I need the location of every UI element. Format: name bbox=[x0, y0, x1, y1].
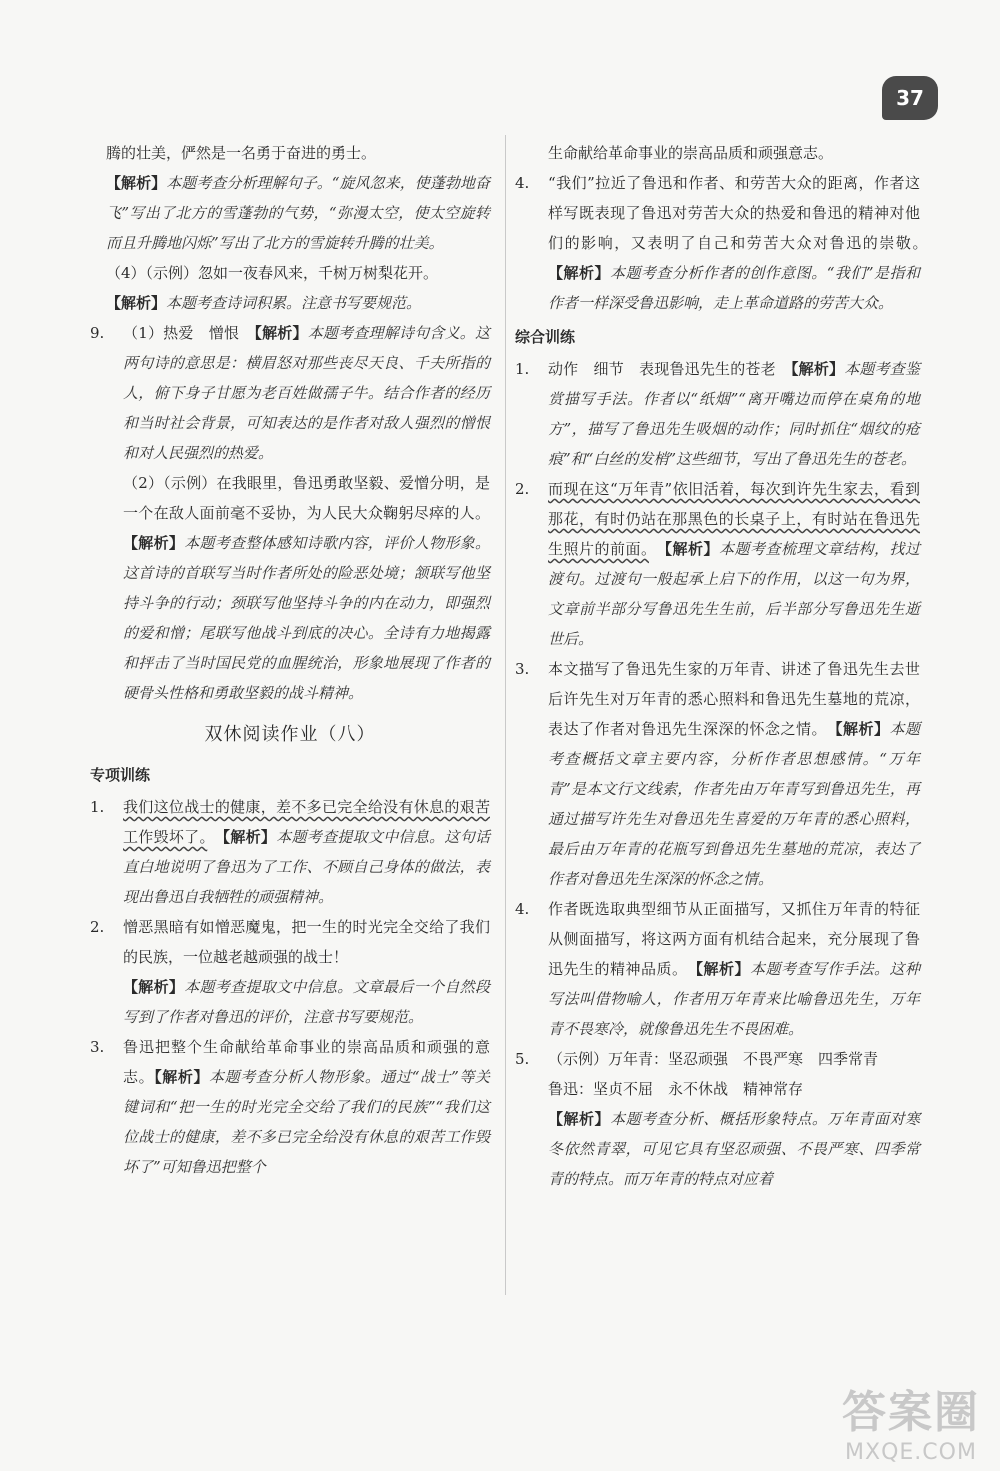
c4-answer: 作者既选取典型细节从正面描写，又抓住万年青的特征从侧面描写，将这两方面有机结合起来，充分展现了鲁迅先生的精神品质。 bbox=[548, 900, 920, 978]
analysis-text: 本题考查写作手法。这种写法叫借物喻人，作者用万年青来比喻鲁迅先生，万年青不畏寒冷，就像鲁迅先生不畏困难。 bbox=[548, 960, 920, 1038]
c5-analysis bbox=[548, 1104, 920, 1194]
watermark-logo-text: 答案圈 bbox=[842, 1387, 980, 1438]
s3-answer: 鲁迅把整个生命献给革命事业的崇高品质和顽强的意志。 bbox=[123, 1038, 490, 1086]
analysis-label: 【解析】 bbox=[790, 360, 845, 378]
question-number: 4. bbox=[515, 174, 530, 192]
question-number: 3. bbox=[90, 1038, 105, 1056]
q9-part-1 bbox=[123, 318, 490, 468]
homework-title: 双休阅读作业（八） bbox=[204, 724, 376, 745]
site-watermark bbox=[842, 1376, 980, 1465]
question-number: 5. bbox=[515, 1050, 530, 1068]
analysis-label: 【解析】 bbox=[834, 720, 890, 738]
c3-answer: 本文描写了鲁迅先生家的万年青、讲述了鲁迅先生去世后许先生对万年青的悉心照料和鲁迅先生墓地的荒凉，表达了作者对鲁迅先生深深的怀念之情。 bbox=[548, 660, 920, 738]
analysis-label: 【解析】 bbox=[664, 540, 719, 558]
left-column bbox=[90, 138, 490, 1182]
left-analysis-4 bbox=[90, 288, 490, 318]
c1-body bbox=[548, 354, 920, 474]
left-answer-4: （4）（示例）忽如一夜春风来，千树万树梨花开。 bbox=[106, 264, 439, 282]
question-number: 1. bbox=[90, 798, 105, 816]
q9-answer-2: （2）（示例）在我眼里，鲁迅勇敢坚毅、爱憎分明，是一个在敌人面前毫不妥协，为人民大众鞠躬尽瘁的人。 bbox=[123, 474, 490, 522]
analysis-label: 【解析】 bbox=[123, 534, 185, 552]
right-column bbox=[515, 138, 920, 1194]
question-number: 2. bbox=[90, 918, 105, 936]
analysis-text: 本题考查整体感知诗歌内容，评价人物形象。这首诗的首联写当时作者所处的险恶处境；颔联写他坚持斗争的行动；颈联写他坚持斗争的内在动力，即强烈的爱和憎；尾联写他战斗到底的决心。全诗有力地揭露和抨击了当时国民党的血腥统治，形象地展现了作者的硬骨头性格和勇敢坚毅的战斗精神。 bbox=[123, 534, 490, 702]
question-9 bbox=[90, 318, 490, 708]
special-question-2 bbox=[90, 912, 490, 1032]
analysis-label: 【解析】 bbox=[254, 324, 308, 342]
s2-analysis bbox=[123, 972, 490, 1032]
question-number: 3. bbox=[515, 660, 530, 678]
analysis-text: 本题考查鉴赏描写手法。作者以“纸烟”“离开嘴边而停在桌角的地方”，描写了鲁迅先生吸烟的动作；同时抓住“烟纹的疮痕”和“白丝的发梢”这些细节，写出了鲁迅先生的苍老。 bbox=[548, 360, 920, 468]
question-number: 2. bbox=[515, 480, 530, 498]
analysis-label: 【解析】 bbox=[123, 978, 185, 996]
question-number: 9. bbox=[90, 324, 105, 342]
special-question-3 bbox=[90, 1032, 490, 1182]
s1-body bbox=[123, 792, 490, 912]
s1-answer: 我们这位战士的健康，差不多已完全给没有休息的艰苦工作毁坏了。 bbox=[123, 798, 490, 846]
section-heading-comprehensive: 综合训练 bbox=[515, 328, 576, 346]
s3-body bbox=[123, 1032, 490, 1182]
watermark-url: MXQE.COM bbox=[845, 1440, 977, 1465]
s2-answer: 憎恶黑暗有如憎恶魔鬼，把一生的时光完全交给了我们的民族，一位越老越顽强的战士！ bbox=[123, 918, 490, 966]
analysis-text: 本题考查概括文章主要内容，分析作者思想感情。“万年青”是本文行文线索，作者先由万年青写到鲁迅先生，再通过描写许先生对鲁迅先生喜爱的万年青的悉心照料，最后由万年青的花瓶写到鲁迅先生墓地的荒凉，表达了作者对鲁迅先生深深的怀念之情。 bbox=[548, 720, 920, 888]
column-divider bbox=[505, 135, 506, 1295]
analysis-text: 本题考查诗词积累。注意书写要规范。 bbox=[166, 294, 422, 312]
r4-body bbox=[548, 168, 920, 318]
comp-question-1 bbox=[515, 354, 920, 474]
page-number-badge: 37 bbox=[882, 76, 938, 120]
comp-question-3 bbox=[515, 654, 920, 894]
analysis-text: 本题考查分析理解句子。“旋风忽来，使蓬勃地奋飞”写出了北方的雪蓬勃的气势，“弥漫太空，使太空旋转而且升腾地闪烁”写出了北方的雪旋转升腾的壮美。 bbox=[106, 174, 490, 252]
q9-part-2 bbox=[123, 468, 490, 708]
special-question-1 bbox=[90, 792, 490, 912]
left-analysis-1 bbox=[90, 168, 490, 258]
comp-question-5 bbox=[515, 1044, 920, 1194]
analysis-text: 本题考查分析人物形象。通过“战士”等关键词和“把一生的时光完全交给了我们的民族”“我们这位战士的健康，差不多已完全给没有休息的艰苦工作毁坏了”可知鲁迅把整个 bbox=[123, 1068, 490, 1176]
analysis-label: 【解析】 bbox=[154, 1068, 210, 1086]
r4-answer: “我们”拉近了鲁迅和作者、和劳苦大众的距离，作者这样写既表现了鲁迅对劳苦大众的热爱和鲁迅的精神对他们的影响，又表明了自己和劳苦大众对鲁迅的崇敬。 bbox=[548, 174, 920, 252]
analysis-text: 本题考查提取文中信息。文章最后一个自然段写到了作者对鲁迅的评价，注意书写要规范。 bbox=[123, 978, 490, 1026]
analysis-text: 本题考查理解诗句含义。这两句诗的意思是：横眉怒对那些丧尽天良、千夫所指的人，俯下身子甘愿为老百姓做孺子牛。结合作者的经历和当时社会背景，可知表达的是作者对敌人强烈的憎恨和对人民强烈的热爱。 bbox=[123, 324, 490, 462]
section-heading-special: 专项训练 bbox=[90, 766, 151, 784]
question-number: 4. bbox=[515, 900, 530, 918]
analysis-label: 【解析】 bbox=[222, 828, 277, 846]
analysis-label: 【解析】 bbox=[548, 264, 610, 282]
analysis-text: 本题考查分析、概括形象特点。万年青面对寒冬依然青翠，可见它具有坚忍顽强、不畏严寒、四季常青的特点。而万年青的特点对应着 bbox=[548, 1110, 920, 1188]
left-line-1: 腾的壮美，俨然是一名勇于奋进的勇士。 bbox=[106, 144, 377, 162]
analysis-label: 【解析】 bbox=[695, 960, 750, 978]
special-question-4 bbox=[515, 168, 920, 318]
c5-answer-1: （示例）万年青：坚忍顽强 不畏严寒 四季常青 bbox=[548, 1050, 879, 1068]
c3-body bbox=[548, 654, 920, 894]
comp-question-2 bbox=[515, 474, 920, 654]
q9-answer-1: （1）热爱 憎恨 bbox=[123, 324, 255, 342]
analysis-text: 本题考查梳理文章结构，找过渡句。过渡句一般起承上启下的作用，以这一句为界，文章前半部分写鲁迅先生生前，后半部分写鲁迅先生逝世后。 bbox=[548, 540, 920, 648]
analysis-label: 【解析】 bbox=[106, 294, 167, 312]
analysis-text: 本题考查分析作者的创作意图。“我们”是指和作者一样深受鲁迅影响，走上革命道路的劳苦大众。 bbox=[548, 264, 920, 312]
analysis-label: 【解析】 bbox=[106, 174, 167, 192]
c4-body bbox=[548, 894, 920, 1044]
analysis-label: 【解析】 bbox=[548, 1110, 611, 1128]
c2-body bbox=[548, 474, 920, 654]
comp-question-4 bbox=[515, 894, 920, 1044]
analysis-text: 本题考查提取文中信息。这句话直白地说明了鲁迅为了工作、不顾自己身体的做法，表现出鲁迅自我牺牲的顽强精神。 bbox=[123, 828, 490, 906]
c2-answer: 而现在这“万年青”依旧活着，每次到许先生家去，看到那花，有时仍站在那黑色的长桌子上，有时站在鲁迅先生照片的前面。 bbox=[548, 480, 920, 558]
question-number: 1. bbox=[515, 360, 530, 378]
c5-answer-2: 鲁迅：坚贞不屈 永不休战 精神常存 bbox=[548, 1080, 804, 1098]
c1-answer: 动作 细节 表现鲁迅先生的苍老 bbox=[548, 360, 791, 378]
right-line-0: 生命献给革命事业的崇高品质和顽强意志。 bbox=[548, 144, 834, 162]
